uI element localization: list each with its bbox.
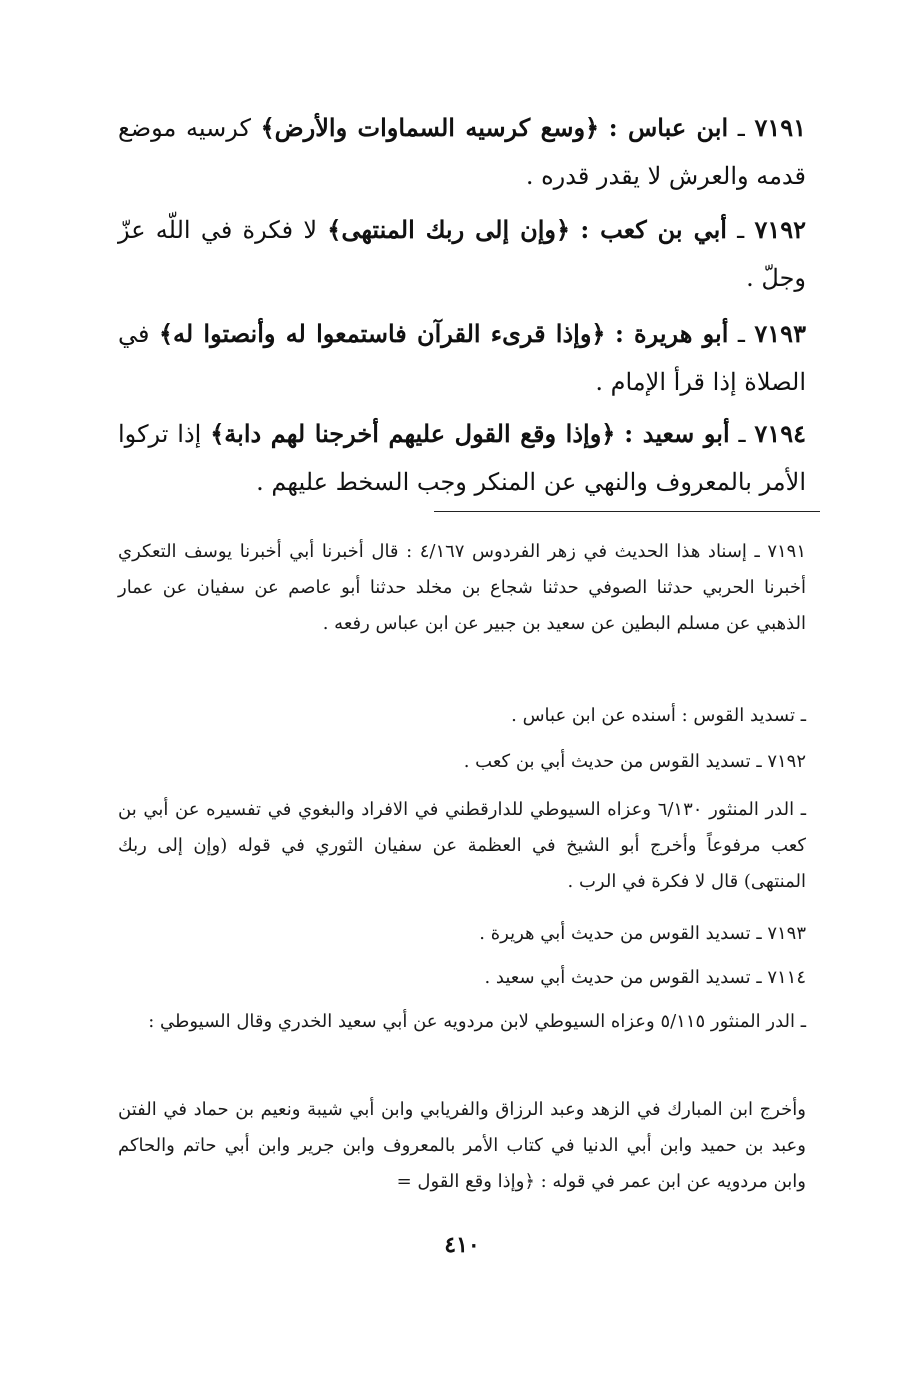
footnote-7191: ٧١٩١ ـ إسناد هذا الحديث في زهر الفردوس ٤/١٦٧ : قال أخبرنا أبي أخبرنا يوسف التعكري أخبرنا الحربي حدثنا الصوفي حدثنا شجاع بن مخلد حدثنا أبو عاصم عن سفيان عن عمار الذهبي عن مسلم البطين عن سعيد بن جبير عن ابن عباس رفعه . [118,541,806,634]
entry-7194: ٧١٩٤ ـ أبو سعيد : ﴿وإذا وقع القول عليهم أخرجنا لهم دابة﴾ إذا تركوا الأمر بالمعروف والنهي عن المنكر وجب السخط عليهم . [118,419,806,496]
entry-text: كرسيه موضع قدمه والعرش لا يقدر قدره . [118,114,806,190]
footnote-7193: ٧١٩٣ ـ تسديد القوس من حديث أبي هريرة . [479,923,806,944]
entry-7193: ٧١٩٣ ـ أبو هريرة : ﴿وإذا قرىء القرآن فاستمعوا له وأنصتوا له﴾ في الصلاة إذا قرأ الإمام . [118,319,806,396]
entry-text: لا فكرة في اللّه عزّ وجلّ . [118,216,806,292]
footnote-suyuti-quote: وأخرج ابن المبارك في الزهد وعبد الرزاق والفريابي وابن أبي شيبة ونعيم بن حماد في الفتن وعبد بن حميد وابن أبي الدنيا في كتاب الأمر بالمعروف وابن جرير وابن أبي حاتم والحاكم وابن مردويه عن ابن عمر في قوله : ﴿وإذا وقع القول = [118,1099,806,1192]
entry-7192: ٧١٩٢ ـ أبي بن كعب : ﴿وإن إلى ربك المنتهى﴾ لا فكرة في اللّه عزّ وجلّ . [118,215,807,292]
entry-verse: ﴿وإذا وقع القول عليهم أخرجنا لهم دابة﴾ [210,419,616,448]
footnote-7192-durr: ـ الدر المنثور ٦/١٣٠ وعزاه السيوطي للدارقطني في الافراد والبغوي في تفسيره عن أبي بن كعب مرفوعاً وأخرج أبو الشيخ في العظمة عن سفيان الثوري في قوله (وإن إلى ربك المنتهى) قال لا فكرة في الرب . [118,799,807,892]
page-number: ٤١٠ [444,1232,480,1258]
entry-number: ٧١٩٣ [754,319,806,348]
footnote-7192: ٧١٩٢ ـ تسديد القوس من حديث أبي بن كعب . [463,751,806,772]
footnote-divider [434,511,820,512]
entry-narrator: ابن عباس : [608,113,729,142]
entry-number: ٧١٩٢ [754,215,807,244]
entry-number: ٧١٩١ [754,113,807,142]
entry-text: في الصلاة إذا قرأ الإمام . [118,320,806,396]
footnote-7194: ٧١١٤ ـ تسديد القوس من حديث أبي سعيد . [484,967,806,988]
entry-text: إذا تركوا الأمر بالمعروف والنهي عن المنكر وجب السخط عليهم . [118,420,806,496]
entry-narrator: أبي بن كعب : [580,215,727,244]
entry-verse: ﴿وسع كرسيه السماوات والأرض﴾ [260,113,600,142]
footnote-7191-tasdid: ـ تسديد القوس : أسنده عن ابن عباس . [511,705,806,726]
entry-narrator: أبو سعيد : [624,419,730,448]
footnote-7194-durr: ـ الدر المنثور ٥/١١٥ وعزاه السيوطي لابن مردويه عن أبي سعيد الخدري وقال السيوطي : [148,1011,806,1032]
entry-verse: ﴿وإذا قرىء القرآن فاستمعوا له وأنصتوا له﴾ [158,319,606,348]
entry-narrator: أبو هريرة : [614,319,729,348]
entry-number: ٧١٩٤ [754,419,806,448]
entry-7191: ٧١٩١ ـ ابن عباس : ﴿وسع كرسيه السماوات والأرض﴾ كرسيه موضع قدمه والعرش لا يقدر قدره . [118,113,807,190]
entry-verse: ﴿وإن إلى ربك المنتهى﴾ [327,215,571,244]
